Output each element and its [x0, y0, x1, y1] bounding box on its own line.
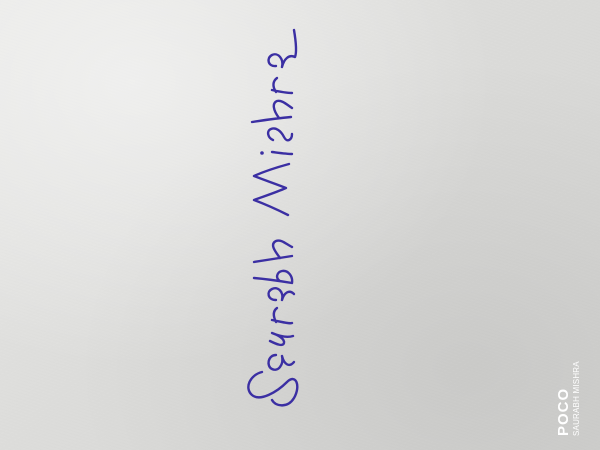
signature-letter-a2	[269, 288, 294, 300]
signature-letter-h2	[252, 101, 292, 122]
signature-i-dot	[260, 151, 264, 155]
signature-letter-u	[270, 333, 293, 345]
signature-letter-b	[254, 271, 292, 283]
signature-letter-i	[272, 152, 292, 154]
signature-letter-h	[254, 241, 292, 262]
signature-letter-m	[254, 164, 289, 215]
camera-watermark	[556, 361, 581, 436]
signature-letter-r	[272, 308, 292, 323]
signature-letter-a3	[269, 30, 297, 67]
signature-letter-r2	[272, 78, 292, 93]
signature-letter-a	[269, 355, 294, 370]
watermark-brand: POCO	[555, 387, 572, 436]
signature-letter-s2	[268, 128, 292, 140]
signature-letter-s	[248, 372, 297, 405]
watermark-owner: SAURABH MISHRA	[572, 361, 581, 436]
